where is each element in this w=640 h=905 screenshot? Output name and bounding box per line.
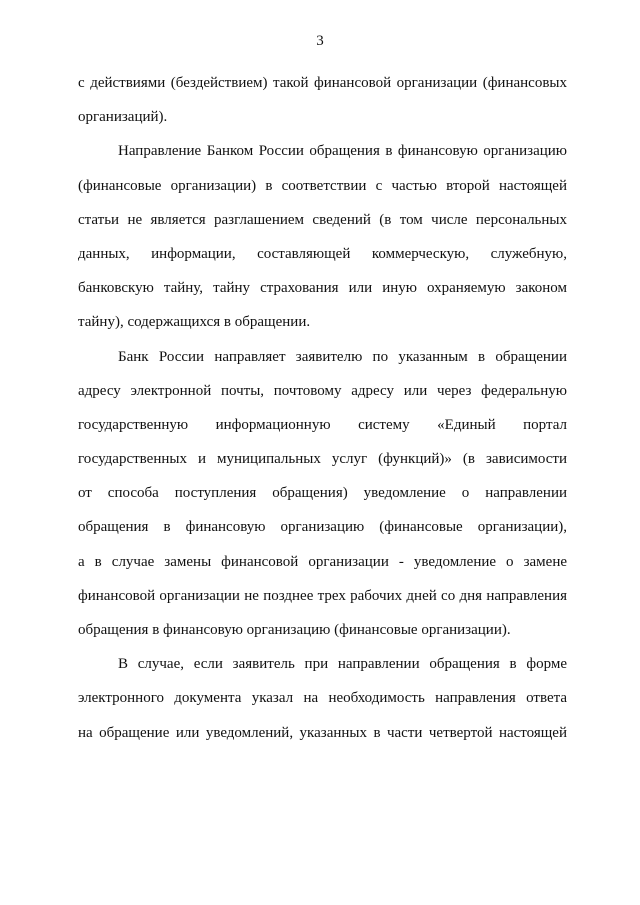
text-line: обращения в финансовую организацию (финансовые организации). [78, 622, 511, 638]
text-line: организаций). [78, 109, 168, 126]
text-line: на обращение или уведомлений, указанных в части четвертой настоящей [78, 724, 567, 741]
document-body [78, 66, 567, 750]
text-line: банковскую тайну, тайну страхования или иную охраняемую законом [78, 280, 567, 297]
text-line: а в случае замены финансовой организации - уведомление о замене [78, 553, 567, 570]
text-line: (финансовые организации) в соответствии с частью второй настоящей [78, 177, 567, 194]
text-line: электронного документа указал на необходимость направления ответа [78, 690, 567, 707]
text-line: тайну), содержащихся в обращении. [78, 314, 311, 331]
text-line: статьи не является разглашением сведений (в том числе персональных [78, 211, 567, 228]
text-line: В случае, если заявитель при направлении обращения в форме [118, 656, 567, 673]
text-line: с действиями (бездействием) такой финансовой организации (финансовых [78, 75, 567, 91]
text-line: данных, информации, составляющей коммерческую, служебную, [78, 245, 567, 262]
text-line: государственных и муниципальных услуг (функций)» (в зависимости [78, 451, 567, 468]
page-number: 3 [316, 33, 324, 49]
text-line: Банк России направляет заявителю по указанным в обращении [118, 348, 567, 365]
text-line: государственную информационную систему «Единый портал [78, 416, 567, 433]
text-line: обращения в финансовую организацию (финансовые организации), [78, 519, 567, 536]
text-line: финансовой организации не позднее трех рабочих дней со дня направления [78, 587, 567, 604]
text-line: от способа поступления обращения) уведомление о направлении [78, 485, 567, 502]
text-line: адресу электронной почты, почтовому адресу или через федеральную [78, 382, 567, 399]
text-line: Направление Банком России обращения в финансовую организацию [118, 143, 567, 160]
